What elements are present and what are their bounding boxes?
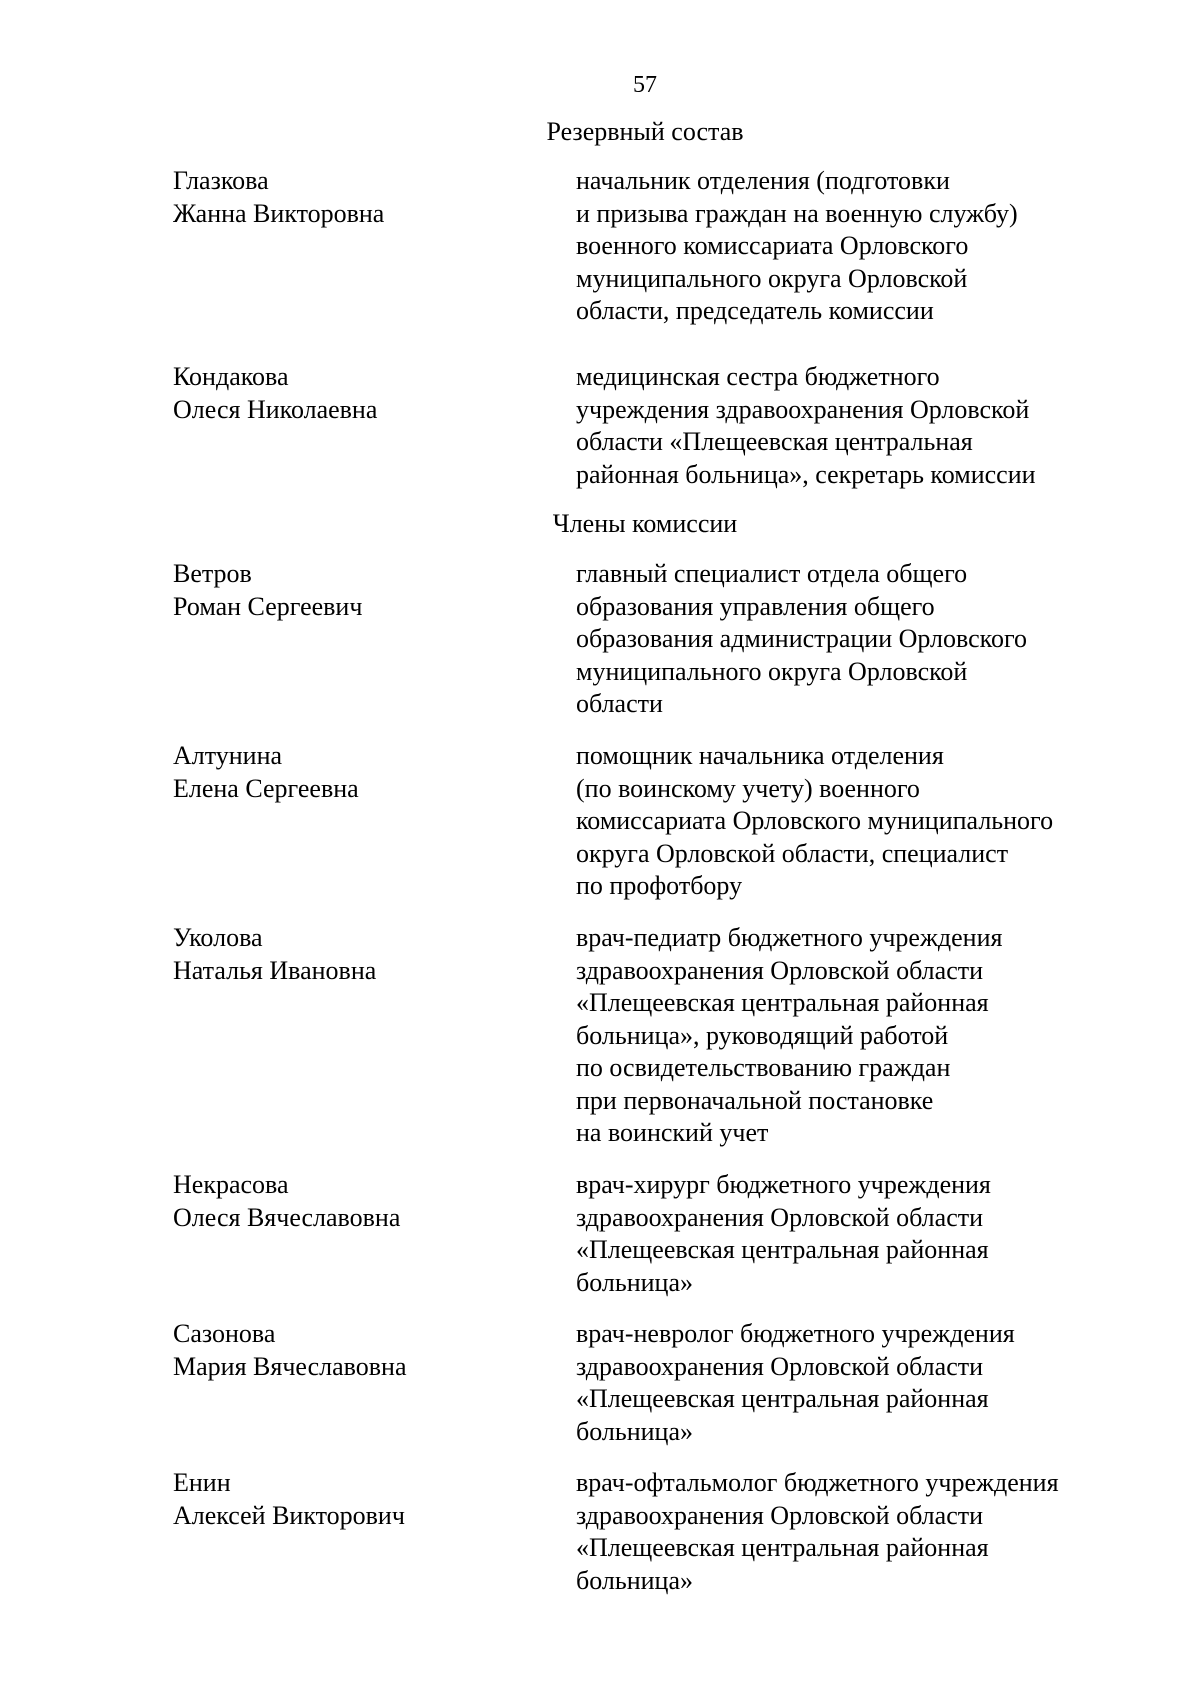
member-surname: Некрасова xyxy=(173,1170,289,1199)
role-line: врач-педиатр бюджетного учреждения xyxy=(576,923,1003,952)
role-line: образования администрации Орловского xyxy=(576,624,1028,653)
member-role xyxy=(576,361,1116,491)
role-line: комиссариата Орловского муниципального xyxy=(576,806,1054,835)
role-line: врач-офтальмолог бюджетного учреждения xyxy=(576,1468,1059,1497)
member-surname: Кондакова xyxy=(173,362,289,391)
role-line: военного комиссариата Орловского xyxy=(576,231,969,260)
member-name xyxy=(173,922,553,987)
role-line: и призыва граждан на военную службу) xyxy=(576,198,1018,228)
member-role xyxy=(576,1169,1116,1299)
role-line: области «Плещеевская центральная xyxy=(576,427,973,456)
role-line: врач-хирург бюджетного учреждения xyxy=(576,1170,991,1199)
member-given-name: Мария Вячеславовна xyxy=(173,1351,407,1381)
role-line: округа Орловской области, специалист xyxy=(576,838,1009,868)
member-surname: Ветров xyxy=(173,559,252,588)
role-line: главный специалист отдела общего xyxy=(576,559,968,588)
member-role xyxy=(576,558,1116,721)
role-line: «Плещеевская центральная районная xyxy=(576,1235,989,1264)
section-heading-reserve: Резервный состав xyxy=(546,117,744,146)
member-given-name: Алексей Викторович xyxy=(173,1500,405,1530)
role-line: здравоохранения Орловской области xyxy=(576,955,984,985)
member-surname: Глазкова xyxy=(173,166,269,195)
member-given-name: Елена Сергеевна xyxy=(173,773,359,803)
role-line: области xyxy=(576,689,663,718)
member-given-name: Роман Сергеевич xyxy=(173,591,363,621)
role-line: здравоохранения Орловской области xyxy=(576,1202,984,1232)
member-name xyxy=(173,165,553,230)
page-number: 57 xyxy=(633,72,657,98)
member-surname: Сазонова xyxy=(173,1319,276,1348)
member-given-name: Олеся Николаевна xyxy=(173,394,378,424)
role-line: «Плещеевская центральная районная xyxy=(576,1533,989,1562)
role-line: медицинская сестра бюджетного xyxy=(576,362,940,391)
member-given-name: Олеся Вячеславовна xyxy=(173,1202,401,1232)
member-role xyxy=(576,922,1116,1150)
member-role xyxy=(576,740,1116,903)
section-heading-members: Члены комиссии xyxy=(552,509,738,538)
role-line: здравоохранения Орловской области xyxy=(576,1351,984,1381)
role-line: больница» xyxy=(576,1565,693,1595)
member-given-name: Жанна Викторовна xyxy=(173,198,385,228)
role-line: по освидетельствованию граждан xyxy=(576,1053,951,1082)
member-surname: Уколова xyxy=(173,923,263,952)
member-surname: Енин xyxy=(173,1468,231,1497)
role-line: учреждения здравоохранения Орловской xyxy=(576,394,1030,424)
member-role xyxy=(576,1467,1116,1597)
role-line: начальник отделения (подготовки xyxy=(576,166,950,195)
member-name xyxy=(173,740,553,805)
member-surname: Алтунина xyxy=(173,741,283,770)
role-line: (по воинскому учету) военного xyxy=(576,773,920,803)
member-name xyxy=(173,1169,553,1234)
role-line: при первоначальной постановке xyxy=(576,1085,934,1115)
role-line: «Плещеевская центральная районная xyxy=(576,988,989,1017)
role-line: на воинский учет xyxy=(576,1118,769,1147)
role-line: больница» xyxy=(576,1267,693,1297)
role-line: муниципального округа Орловской xyxy=(576,656,968,686)
member-name xyxy=(173,361,553,426)
role-line: врач-невролог бюджетного учреждения xyxy=(576,1319,1015,1348)
role-line: муниципального округа Орловской xyxy=(576,263,968,293)
member-name xyxy=(173,558,553,623)
role-line: по профотбору xyxy=(576,871,743,900)
member-given-name: Наталья Ивановна xyxy=(173,955,377,985)
role-line: больница», руководящий работой xyxy=(576,1020,949,1050)
role-line: больница» xyxy=(576,1416,693,1446)
role-line: здравоохранения Орловской области xyxy=(576,1500,984,1530)
member-name xyxy=(173,1467,553,1532)
member-role xyxy=(576,1318,1116,1448)
member-name xyxy=(173,1318,553,1383)
role-line: «Плещеевская центральная районная xyxy=(576,1384,989,1413)
member-role xyxy=(576,165,1116,328)
role-line: образования управления общего xyxy=(576,591,935,621)
role-line: помощник начальника отделения xyxy=(576,741,944,770)
role-line: районная больница», секретарь комиссии xyxy=(576,459,1036,489)
role-line: области, председатель комиссии xyxy=(576,296,934,325)
